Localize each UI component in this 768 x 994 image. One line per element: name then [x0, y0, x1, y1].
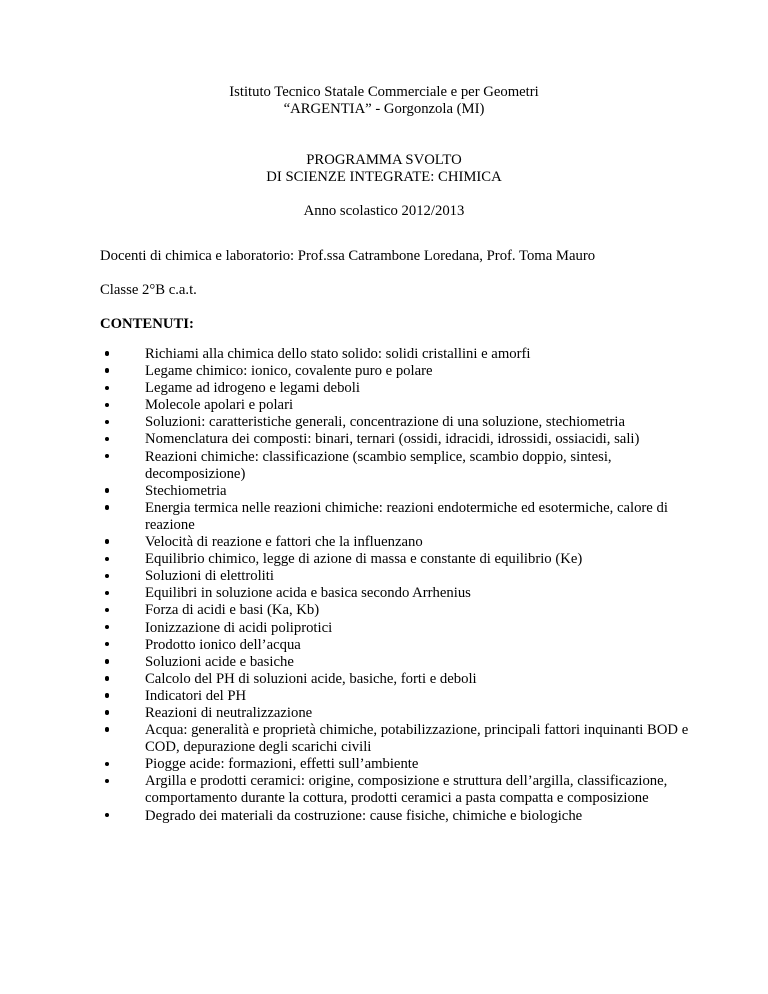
list-item-text: Richiami alla chimica dello stato solido: solidi cristallini e amorfi — [145, 346, 531, 362]
list-item — [0, 534, 768, 551]
list-item — [0, 773, 768, 807]
contents-list — [0, 346, 768, 825]
list-item — [0, 688, 768, 705]
bullet-icon — [103, 602, 111, 619]
bullet-icon — [103, 500, 111, 517]
list-item-text: Piogge acide: formazioni, effetti sull’ambiente — [145, 756, 419, 773]
bullet-icon — [103, 705, 111, 722]
list-item — [0, 602, 768, 619]
list-item — [0, 705, 768, 722]
bullet-icon — [103, 808, 111, 825]
bullet-icon — [103, 654, 111, 671]
list-item — [0, 756, 768, 773]
list-item — [0, 637, 768, 654]
bullet-icon — [103, 551, 111, 568]
list-item — [0, 551, 768, 568]
list-item-text: Ionizzazione di acidi poliprotici — [145, 619, 333, 636]
list-item-text: Velocità di reazione e fattori che la influenzano — [145, 534, 423, 551]
list-item — [0, 363, 768, 380]
bullet-icon — [103, 568, 111, 585]
list-item-text: Molecole apolari e polari — [145, 397, 294, 414]
list-item-text: Reazioni di neutralizzazione — [145, 704, 313, 721]
list-item — [0, 808, 768, 825]
list-item-text: Equilibrio chimico, legge di azione di massa e constante di equilibrio (Ke) — [145, 551, 583, 568]
list-item-text: Equilibri in soluzione acida e basica secondo Arrhenius — [145, 585, 471, 602]
list-item — [0, 671, 768, 688]
list-item-text: Soluzioni: caratteristiche generali, concentrazione di una soluzione, stechiometria — [145, 414, 626, 431]
list-item-text: Soluzioni di elettroliti — [145, 568, 274, 585]
bullet-icon — [103, 688, 111, 705]
bullet-icon — [103, 363, 111, 380]
institute-header — [0, 84, 768, 118]
list-item — [0, 483, 768, 500]
bullet-icon — [103, 534, 111, 551]
document-title — [0, 152, 768, 186]
list-item-text: Stechiometria — [145, 482, 227, 499]
institute-location: “ARGENTIA” - Gorgonzola (MI) — [283, 101, 485, 117]
institute-name: Istituto Tecnico Statale Commerciale e per Geometri — [229, 84, 539, 100]
list-item-text: Indicatori del PH — [145, 687, 247, 704]
teachers-line: Docenti di chimica e laboratorio: Prof.ssa Catrambone Loredana, Prof. Toma Mauro — [100, 248, 596, 264]
list-item-text: Nomenclatura dei composti: binari, ternari (ossidi, idracidi, idrossidi, ossiacidi, sali) — [145, 431, 640, 448]
bullet-icon — [103, 756, 111, 773]
list-item — [0, 722, 768, 756]
bullet-icon — [103, 431, 111, 448]
bullet-icon — [103, 637, 111, 654]
bullet-icon — [103, 722, 111, 739]
bullet-icon — [103, 773, 111, 790]
list-item — [0, 654, 768, 671]
class-line: Classe 2°B c.a.t. — [100, 282, 197, 298]
list-item-text: Degrado dei materiali da costruzione: cause fisiche, chimiche e biologiche — [145, 807, 583, 824]
title-line-1: PROGRAMMA SVOLTO — [306, 152, 462, 168]
bullet-icon — [103, 671, 111, 688]
list-item — [0, 346, 768, 363]
list-item — [0, 431, 768, 448]
list-item-text: Prodotto ionico dell’acqua — [145, 636, 301, 653]
list-item — [0, 449, 768, 483]
school-year: Anno scolastico 2012/2013 — [303, 203, 465, 219]
bullet-icon — [103, 380, 111, 397]
list-item-text: Acqua: generalità e proprietà chimiche, potabilizzazione, principali fattori inquinanti BOD e COD, depurazione degli scarichi civili — [145, 722, 689, 756]
list-item — [0, 397, 768, 414]
bullet-icon — [103, 346, 111, 363]
bullet-icon — [103, 449, 111, 466]
bullet-icon — [103, 483, 111, 500]
bullet-icon — [103, 620, 111, 637]
list-item — [0, 380, 768, 397]
bullet-icon — [103, 397, 111, 414]
list-item-text: Energia termica nelle reazioni chimiche: reazioni endotermiche ed esotermiche, calore di reazione — [145, 499, 668, 533]
bullet-icon — [103, 414, 111, 431]
list-item-text: Reazioni chimiche: classificazione (scambio semplice, scambio doppio, sintesi, decomposizione) — [145, 448, 612, 482]
title-line-2: DI SCIENZE INTEGRATE: CHIMICA — [266, 169, 502, 185]
list-item-text: Forza di acidi e basi (Ka, Kb) — [145, 602, 320, 619]
list-item-text: Legame chimico: ionico, covalente puro e polare — [145, 363, 433, 380]
list-item-text: Legame ad idrogeno e legami deboli — [145, 380, 360, 397]
list-item — [0, 620, 768, 637]
list-item — [0, 568, 768, 585]
list-item — [0, 414, 768, 431]
contents-heading: CONTENUTI: — [100, 316, 194, 332]
list-item — [0, 500, 768, 534]
list-item-text: Argilla e prodotti ceramici: origine, composizione e struttura dell’argilla, classificazione, comportamento durante la cottura, prodotti ceramici a pasta compatta e composizione — [145, 773, 668, 807]
list-item-text: Soluzioni acide e basiche — [145, 653, 294, 670]
list-item-text: Calcolo del PH di soluzioni acide, basiche, forti e deboli — [145, 670, 477, 687]
bullet-icon — [103, 585, 111, 602]
list-item — [0, 585, 768, 602]
